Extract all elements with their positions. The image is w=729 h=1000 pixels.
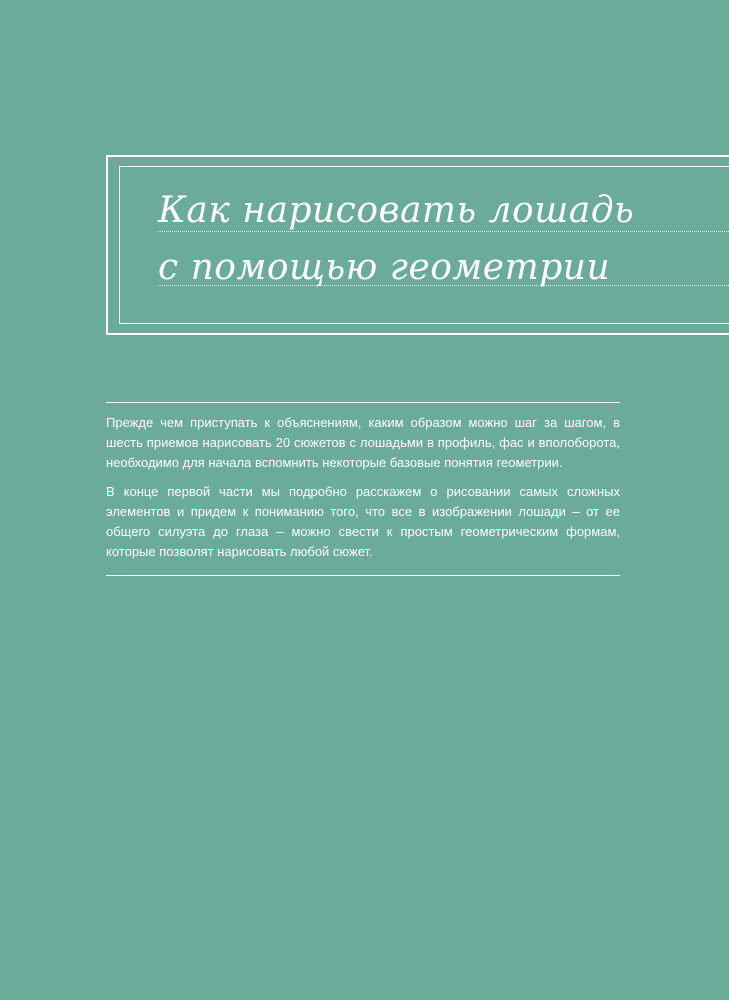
bottom-divider xyxy=(106,575,620,576)
handwriting-guide-line xyxy=(158,231,729,232)
page-title-line-2: с помощью геометрии xyxy=(158,247,611,288)
page-title-line-1: Как нарисовать лошадь xyxy=(158,190,635,231)
intro-paragraph-2: В конце первой части мы подробно расскажем о рисовании самых сложных элементов и придем к пониманию того, что все в изображении лошади – от ее общего силуэта до глаза – можно свести к простым геометрическим формам, которые позволят нарисовать любой сюжет. xyxy=(106,484,620,559)
top-divider xyxy=(106,402,620,403)
intro-paragraph-1: Прежде чем приступать к объяснениям, каким образом можно шаг за шагом, в шесть приемов нарисовать 20 сюжетов с лошадьми в профиль, фас и вполоборота, необходимо для начала вспомнить некоторые базовые понятия геометрии. xyxy=(106,415,620,470)
intro-text-block xyxy=(106,402,620,576)
